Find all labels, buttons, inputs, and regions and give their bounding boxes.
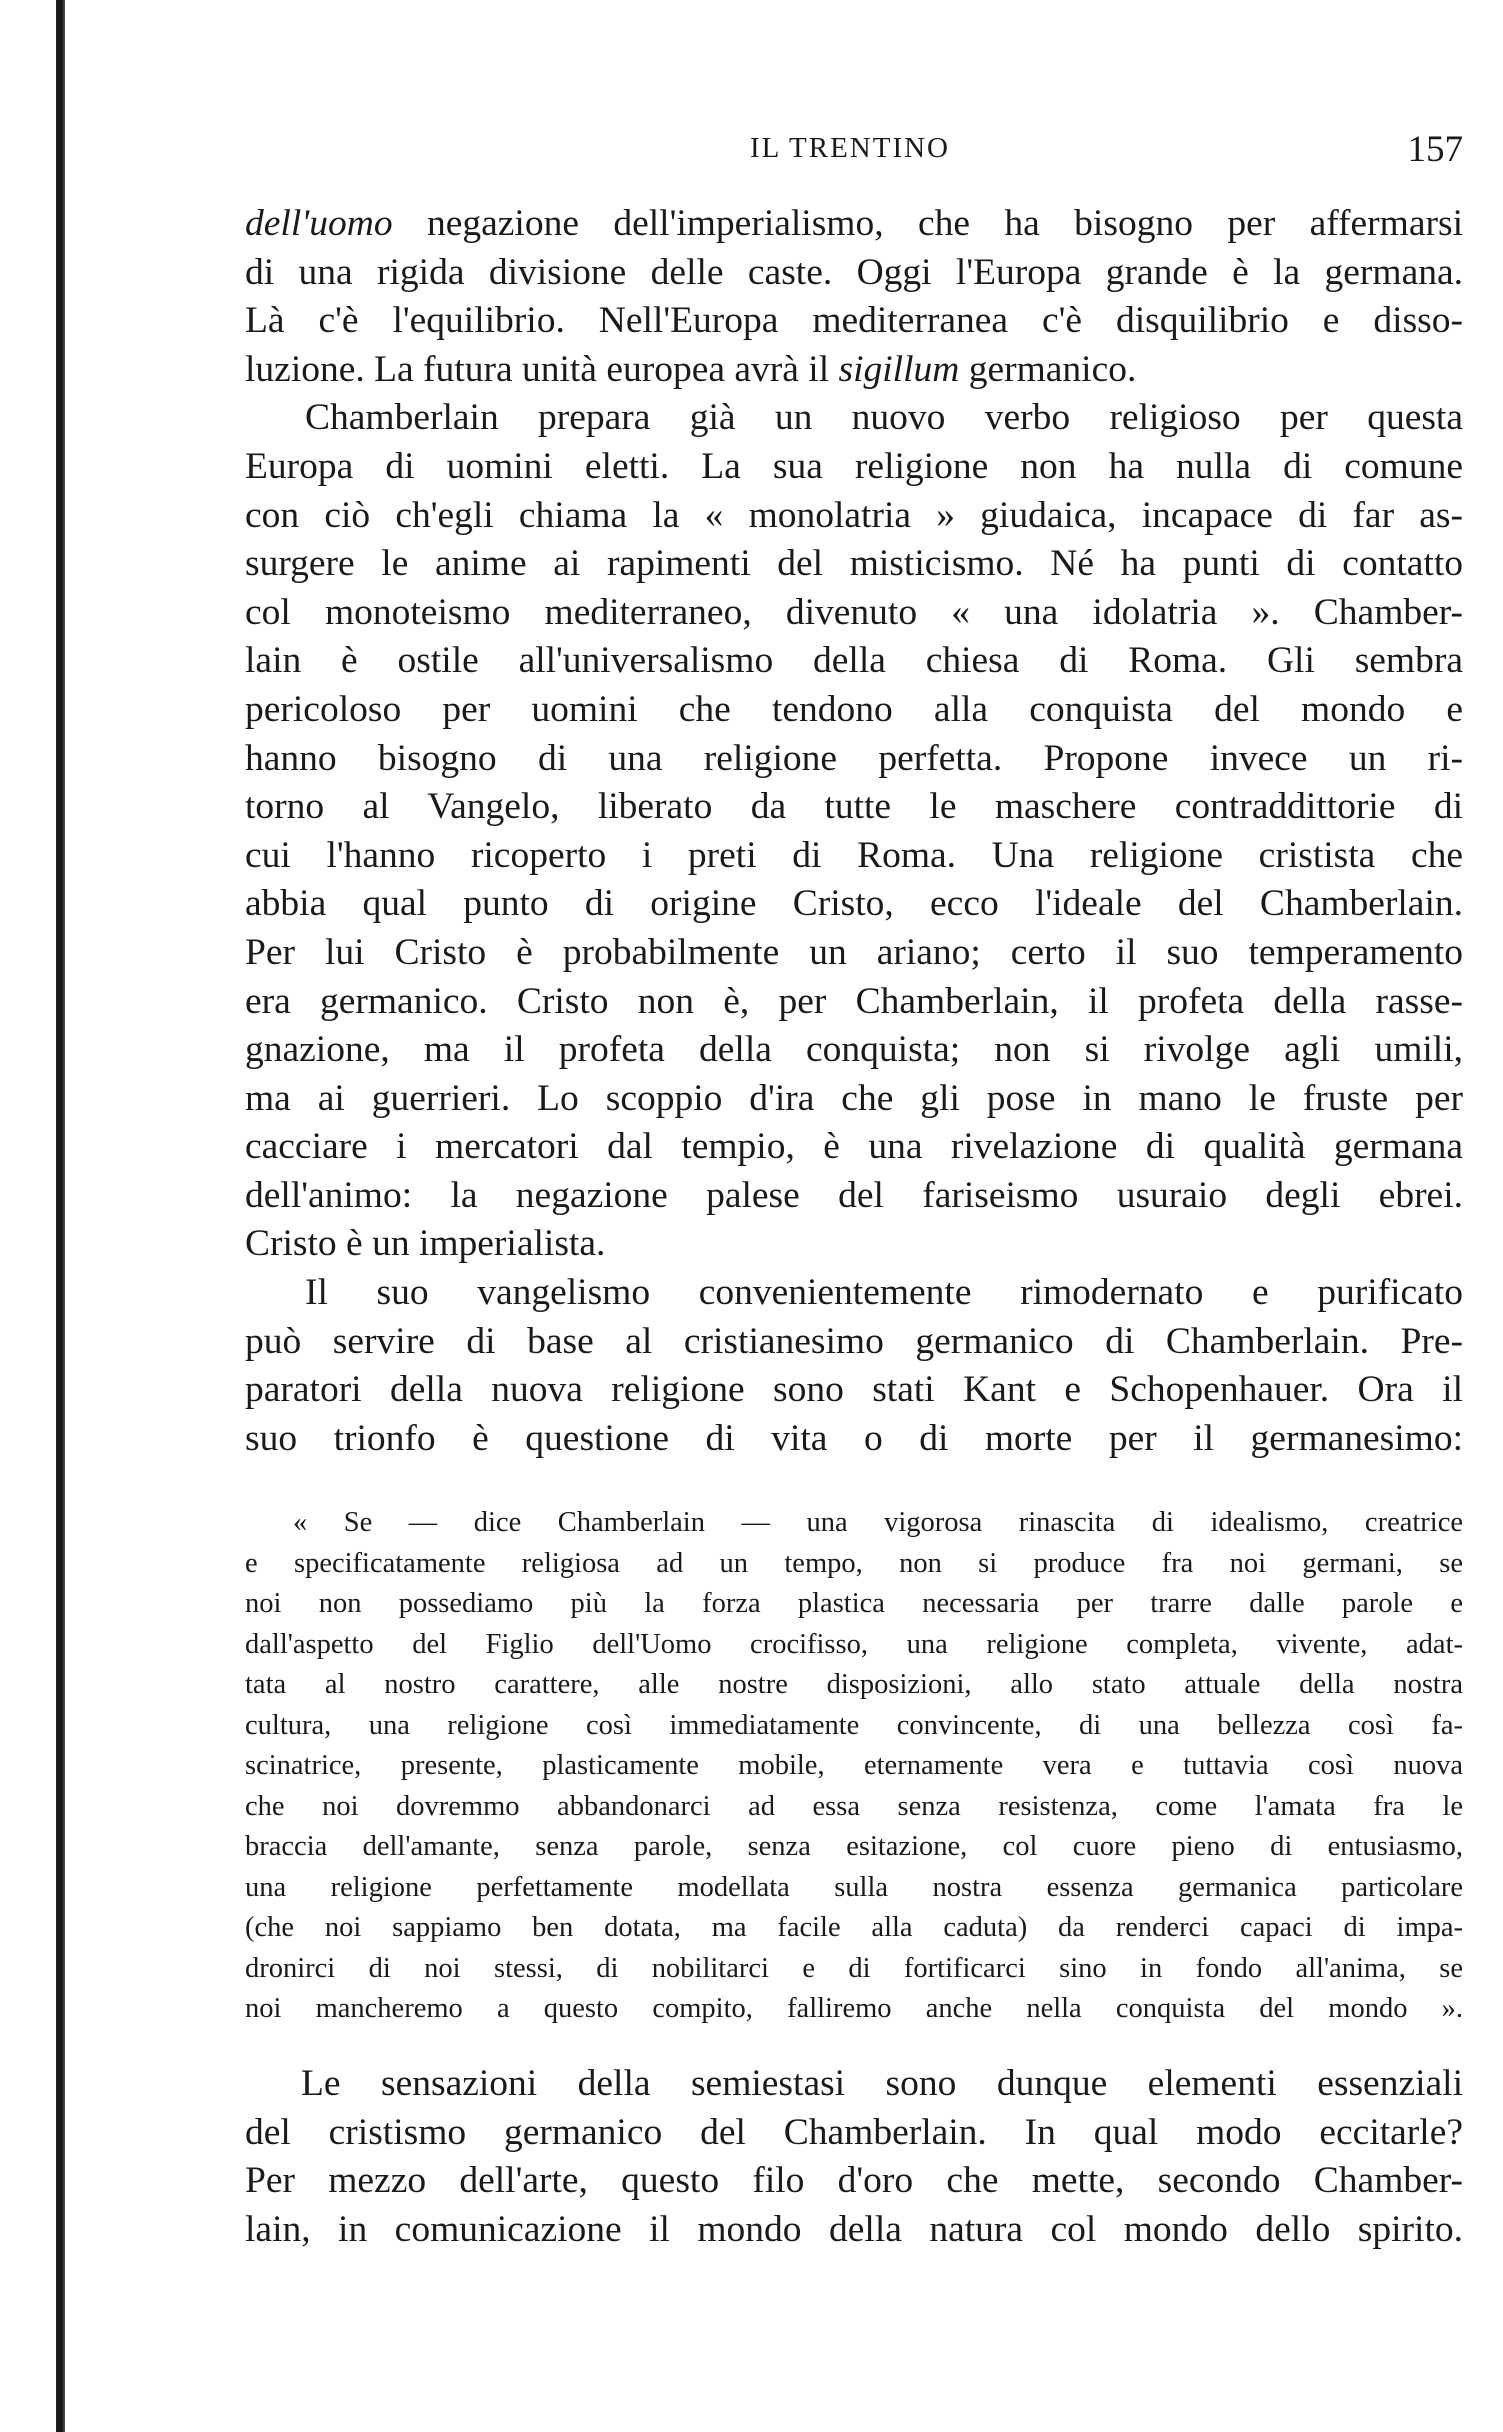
text-line: col monoteismo mediterraneo, divenuto « una idolatria ». Chamber- [245, 591, 1463, 633]
running-head: IL TRENTINO [750, 132, 950, 164]
text-line: surgere le anime ai rapimenti del misticismo. Né ha punti di contatto [245, 543, 1463, 585]
text-line: lain, in comunicazione il mondo della natura col mondo dello spirito. [245, 2208, 1463, 2250]
text-line: Il suo vangelismo convenientemente rimodernato e purificato [305, 1272, 1463, 1314]
text-line: gnazione, ma il profeta della conquista; non si rivolge agli umili, [245, 1029, 1463, 1071]
text-line: Chamberlain prepara già un nuovo verbo religioso per questa [305, 397, 1463, 439]
text-line: hanno bisogno di una religione perfetta. Propone invece un ri- [245, 737, 1463, 779]
text-line: cacciare i mercatori dal tempio, è una rivelazione di qualità germana [245, 1126, 1463, 1168]
quote-line: e specificatamente religiosa ad un tempo, non si produce fra noi germani, se [245, 1547, 1463, 1579]
text-line: era germanico. Cristo non è, per Chamberlain, il profeta della rasse- [245, 980, 1463, 1022]
page-number: 157 [1407, 129, 1463, 170]
text-line: Le sensazioni della semiestasi sono dunque elementi essenziali [301, 2063, 1463, 2104]
text-line: suo trionfo è questione di vita o di morte per il germanesimo: [245, 1417, 1463, 1459]
text-line: Per lui Cristo è probabilmente un ariano; certo il suo temperamento [245, 931, 1463, 973]
text-line: Europa di uomini eletti. La sua religione non ha nulla di comune [245, 445, 1463, 487]
text-line: del cristismo germanico del Chamberlain. In qual modo eccitarle? [245, 2111, 1463, 2153]
quote-line: (che noi sappiamo ben dotata, ma facile alla caduta) da renderci capaci di impa- [245, 1912, 1463, 1943]
quote-line: braccia dell'amante, senza parole, senza esitazione, col cuore pieno di entusiasmo, [245, 1831, 1463, 1862]
text-line: Là c'è l'equilibrio. Nell'Europa mediterranea c'è disquilibrio e disso- [245, 300, 1463, 342]
block-quote [245, 1503, 1463, 2030]
quote-line: dronirci di noi stessi, di nobilitarci e di fortificarci sino in fondo all'anima, se [245, 1952, 1463, 1984]
page-header [245, 128, 1463, 178]
quote-line: dall'aspetto del Figlio dell'Uomo crocifisso, una religione completa, vivente, adat- [245, 1628, 1463, 1660]
quote-line: scinatrice, presente, plasticamente mobile, eternamente vera e tuttavia così nuova [245, 1750, 1463, 1781]
closing-paragraph [245, 2060, 1463, 2254]
text-line: Per mezzo dell'arte, questo filo d'oro che mette, secondo Chamber- [245, 2160, 1463, 2202]
quote-line: una religione perfettamente modellata sulla nostra essenza germanica particolare [245, 1871, 1463, 1903]
quote-line: « Se — dice Chamberlain — una vigorosa rinascita di idealismo, creatrice [293, 1507, 1463, 1538]
page-binding-edge [56, 0, 65, 2432]
quote-line: che noi dovremmo abbandonarci ad essa senza resistenza, come l'amata fra le [245, 1790, 1463, 1822]
quote-line: tata al nostro carattere, alle nostre disposizioni, allo stato attuale della nostra [245, 1669, 1463, 1700]
italic-word: sigillum [838, 348, 960, 390]
quote-line: cultura, una religione così immediatamente convincente, di una bellezza così fa- [245, 1709, 1463, 1741]
text-line: Cristo è un imperialista. [245, 1223, 606, 1265]
text-line: paratori della nuova religione sono stati Kant e Schopenhauer. Ora il [245, 1369, 1463, 1411]
text-line: lain è ostile all'universalismo della chiesa di Roma. Gli sembra [245, 640, 1463, 682]
body-text [245, 200, 1463, 1463]
text-line: con ciò ch'egli chiama la « monolatria » giudaica, incapace di far as- [245, 494, 1463, 536]
italic-word: dell'uomo [245, 203, 393, 244]
quote-line: noi mancheremo a questo compito, falliremo anche nella conquista del mondo ». [245, 1993, 1463, 2024]
text-line: dell'uomo negazione dell'imperialismo, che ha bisogno per affermarsi [245, 203, 1463, 244]
text-line: abbia qual punto di origine Cristo, ecco l'ideale del Chamberlain. [245, 883, 1463, 925]
text-line: dell'animo: la negazione palese del fariseismo usuraio degli ebrei. [245, 1174, 1463, 1216]
text-line: torno al Vangelo, liberato da tutte le maschere contraddittorie di [245, 786, 1463, 828]
text-line: di una rigida divisione delle caste. Oggi l'Europa grande è la germana. [245, 251, 1463, 293]
text-line: ma ai guerrieri. Lo scoppio d'ira che gli pose in mano le fruste per [245, 1077, 1463, 1119]
text-line: cui l'hanno ricoperto i preti di Roma. Una religione cristista che [245, 834, 1463, 876]
text-line: luzione. La futura unità europea avrà il sigillum germanico. [245, 348, 1137, 390]
text-line: pericoloso per uomini che tendono alla conquista del mondo e [245, 688, 1463, 730]
text-line: può servire di base al cristianesimo germanico di Chamberlain. Pre- [245, 1320, 1463, 1362]
quote-line: noi non possediamo più la forza plastica necessaria per trarre dalle parole e [245, 1588, 1463, 1619]
